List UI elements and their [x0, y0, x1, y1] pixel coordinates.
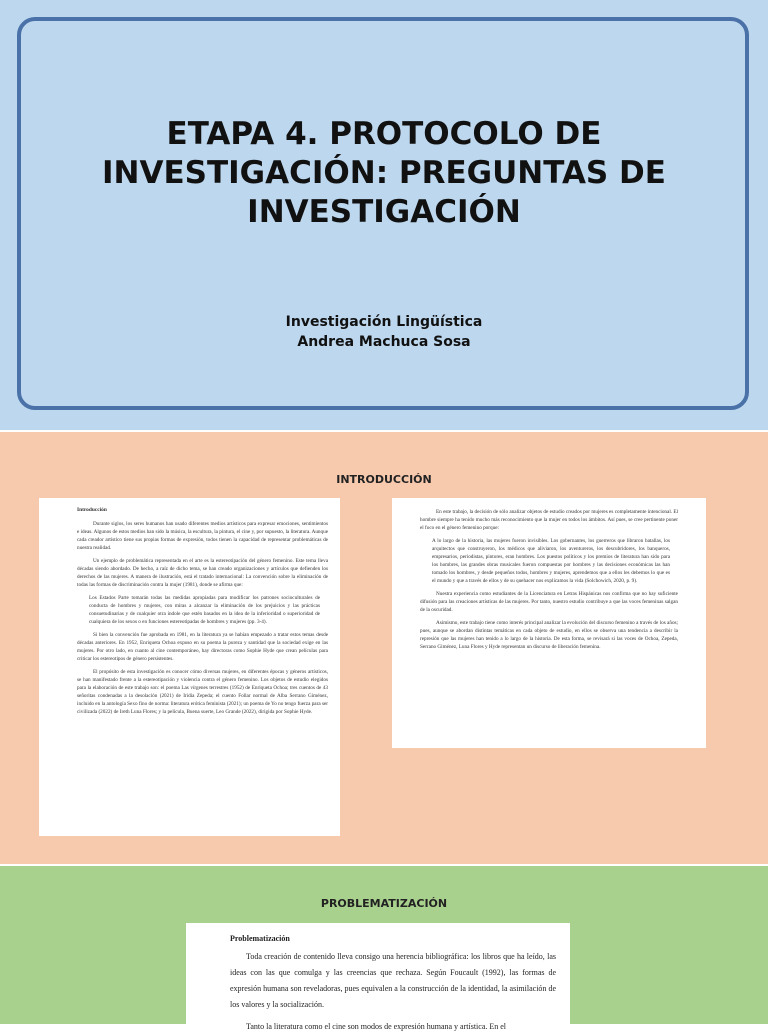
paragraph: Durante siglos, los seres humanos han usado diferentes medios artísticos para expresar emociones, sentimientos e ideas. Algunos de estos medios han sido la música, la escultura, la pintura, el cine y, por supuesto, la literatura. Aunque cada creador artístico tiene sus propias formas de expresión, todos tienen la capacidad de representar problemáticas de nuestra realidad.: [77, 521, 328, 551]
paragraph: Tanto la literatura como el cine son modos de expresión humana y artística. En el: [246, 1022, 507, 1031]
title-line: INVESTIGACIÓN: PREGUNTAS DE: [102, 155, 666, 191]
block-quote: Los Estados Parte tomarán todas las medidas apropiadas para modificar los patrones socioculturales de conducta de hombres y mujeres, con miras a alcanzar la eliminación de los prejuicios y las prácticas consuetudinarias y de cualquier otra índole que estén basados en la idea de la inferioridad o superioridad de cualquiera de los sexos o en funciones estereotipadas de hombres y mujeres (pp. 3-4).: [89, 595, 320, 625]
document-page: [186, 923, 570, 1033]
presentation-title: [40, 115, 728, 232]
paragraph: Nuestra experiencia como estudiantes de la Licenciatura en Letras Hispánicas nos confirma que no hay suficiente difusión para las creaciones artísticas de las mujeres. Por tanto, nuestro estudio contribuye a que las voces femeninas salgan de la oscuridad.: [420, 591, 678, 613]
document-page-right: [392, 498, 706, 748]
block-quote: A lo largo de la historia, las mujeres fueron invisibles. Los gobernantes, los guerreros que libraron batallas, los arquitectos que construyeron, los médicos que aliviaron, los aventureros, los descubridores, los banqueros, empresarios, periodistas, pintores, eran hombres. Los puestos políticos y los premios de literatura han sido para los hombres, las grandes obras musicales fueron compuestas por hombres y las decisiones económicas las han tomado los hombres, y desde pequeños todos, hombres y mujeres, aprendemos que a ellos les debemos lo que es el mundo y que a través de ellos y de su quehacer nos explicamos la vida (Solchowich, 2020, p. 9).: [432, 538, 670, 584]
slide-heading: INTRODUCCIÓN: [336, 473, 432, 486]
author-name: Andrea Machuca Sosa: [297, 334, 471, 350]
section-title: Problematización: [230, 934, 290, 943]
slide-problematizacion: [0, 866, 768, 1031]
paragraph: Un ejemplo de problemática representada en el arte es la estereotipación del género femenino. Este tema lleva décadas siendo abordado. De hecho, a raíz de dicho tema, se han creado organizaciones y artículos que defienden los derechos de las mujeres. A manera de ilustración, está el tratado internacional: La convención sobre la eliminación de todas las formas de discriminación contra la mujer (1981), donde se afirma que:: [77, 558, 328, 588]
paragraph: El propósito de esta investigación es conocer cómo diversas mujeres, en diferentes épocas y géneros artísticos, se han manifestado frente a la estereotipación y violencia contra el género femenino. Los objetos de estudio elegidos para la elaboración de este trabajo son: el poema Las vírgenes terrestres (1952) de Enriqueta Ochoa; tres cuentos de 43 señoritas condenadas a la desolación (2021) de Iridia Zepeda; el cuento Follar normal de Alba Serrano Giménez, incluido en la antología Sexo fino de norma: literatura erótica feminista (2021); un poema de Yo no tengo fuerza para ser civilizada (2022) de Ireth Luna Flores; y la película, Buena suerte, Leo Grande (2022), dirigida por Sophie Hyde.: [77, 669, 328, 715]
paragraph: Asimismo, este trabajo tiene como interés principal analizar la evolución del discurso femenino a través de los años; pues, aunque se abordan distintas temáticas en cada objeto de estudio, en ellos se observa una tendencia a describir la represión que las mujeres han tenido a lo largo de la historia. De esta forma, se revisará si las voces de Ochoa, Zepeda, Serrano Giménez, Luna Flores y Hyde representan un discurso de liberación femenina.: [420, 620, 678, 650]
paragraph: En este trabajo, la decisión de sólo analizar objetos de estudio creados por mujeres es completamente intencional. El hombre siempre ha tenido mucho más reconocimiento que la mujer en todos los ámbitos. Así pues, se cree pertinente poner el foco en el género femenino porque:: [420, 509, 678, 531]
slide-introduccion: [0, 432, 768, 864]
slide-heading: PROBLEMATIZACIÓN: [320, 897, 448, 910]
title-line: INVESTIGACIÓN: [247, 194, 521, 230]
document-page-left: [39, 498, 340, 836]
presentation-subtitle: [40, 312, 728, 352]
paragraph: Si bien la convención fue aprobada en 1981, en la literatura ya se habían empezado a tratar estos temas desde décadas anteriores. En 1952, Enriqueta Ochoa expuso en su poema la pureza y santidad que la sociedad exige en las mujeres. Por otro lado, en cuanto al cine contemporáneo, hay directoras como Sophie Hyde que crean películas para criticar los estereotipos de género persistentes.: [77, 632, 328, 662]
course-name: Investigación Lingüística: [285, 314, 483, 330]
paragraph: Toda creación de contenido lleva consigo una herencia bibliográfica: los libros que ha leído, las ideas con las que comulga y las creencias que rechaza. Según Foucault (1992), las formas de expresión humana son reveladoras, pues equivalen a la construcción de la identidad, la asimilación de los valores y la socialización.: [230, 952, 556, 1009]
title-line: ETAPA 4. PROTOCOLO DE: [166, 116, 602, 152]
slide-title: [0, 0, 768, 430]
section-title: Introducción: [77, 507, 107, 513]
